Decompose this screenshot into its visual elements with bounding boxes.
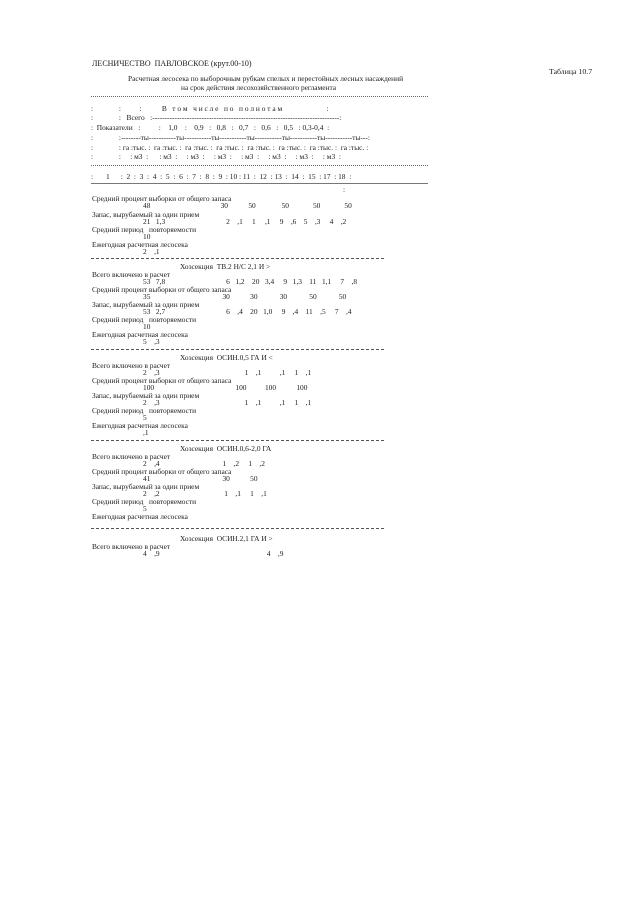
row-label-lesoseka: Ежегодная расчетная лесосека: [92, 330, 188, 339]
section-divider: [91, 258, 384, 259]
row-label-vsego: Всего включено в расчет: [92, 270, 171, 279]
table-top-rule: [91, 96, 428, 97]
section-title-2: Хозсекция ОСИН.0,5 ГА И <: [180, 353, 273, 362]
row-values-pct: 48 30 50 50 50 50: [143, 201, 352, 210]
row-value-period: 5: [143, 413, 147, 422]
row-label-period: Средний период повторяемости: [92, 406, 197, 415]
row-value-lesoseka: 2 ,1: [143, 247, 160, 256]
row-values-vsego: 2 ,3 1 ,1 ,1 1 ,1: [143, 368, 312, 377]
row-label-vsego: Всего включено в расчет: [92, 361, 171, 370]
row-label-zapas: Запас, вырубаемый за один прием: [92, 391, 200, 400]
row-values-zapas: 53 2,7 6 ,4 20 1,0 9 ,4 11 ,5 7 ,4: [143, 307, 352, 316]
row-label-pct: Средний процент выборки от общего запаса: [92, 376, 232, 385]
row-values-pct: 41 30 50: [143, 474, 258, 483]
column-numbers-rule: [91, 183, 428, 184]
row-label-pct: Средний процент выборки от общего запаса: [92, 285, 232, 294]
row-label-period: Средний период повторяемости: [92, 497, 197, 506]
section-title-3: Хозсекция ОСИН.0,6-2,0 ГА: [180, 444, 272, 453]
row-label-lesoseka: Ежегодная расчетная лесосека: [92, 421, 188, 430]
separator-colon: :: [343, 185, 346, 194]
table-head-line4: : :--------ты-----------ты-----------ты-----------ты-----------ты-----------ты-----------ты---:: [91, 133, 370, 142]
row-value-lesoseka: 5 ,3: [143, 337, 160, 346]
row-value-lesoseka: ,1: [143, 428, 149, 437]
row-label-period: Средний период повторяемости: [92, 315, 197, 324]
table-head-line3: : Показатели : : 1,0 : 0,9 : 0,8 : 0,7 : 0,6 : 0,5 : 0,3-0,4 :: [91, 123, 330, 132]
section-divider: [91, 440, 384, 441]
row-label-lesoseka: Ежегодная расчетная лесосека: [92, 512, 188, 521]
row-label-vsego: Всего включено в расчет: [92, 542, 171, 551]
row-value-period: 10: [143, 232, 151, 241]
row-values-vsego: 53 7,8 6 1,2 20 3,4 9 1,3 11 1,1 7 ,8: [143, 277, 358, 286]
section-title-4: Хозсекция ОСИН.2,1 ГА И >: [180, 534, 273, 543]
section-divider: [91, 528, 384, 529]
row-label-lesoseka: Ежегодная расчетная лесосека: [92, 240, 188, 249]
row-values-vsego: 2 ,4 1 ,2 1 ,2: [143, 459, 265, 468]
row-label-zapas: Запас, вырубаемый за один прием: [92, 482, 200, 491]
row-label-vsego: Всего включено в расчет: [92, 452, 171, 461]
row-label-period: Средний период повторяемости: [92, 225, 197, 234]
table-head-line2: : : Всего :----------------------------------------------------------------------------:: [91, 113, 342, 122]
row-values-pct: 35 30 30 30 50 50: [143, 292, 347, 301]
section-title-1: Хозсекция ТВ.2 Н/С 2,1 И >: [180, 262, 271, 271]
row-values-zapas: 2 ,3 1 ,1 ,1 1 ,1: [143, 398, 312, 407]
row-values-zapas: 2 ,2 1 ,1 1 ,1: [143, 489, 267, 498]
row-value-period: 5: [143, 504, 147, 513]
table-head-rule: [91, 165, 428, 166]
table-head-line6: : : : м3 : : м3 : : м3 : : м3 : : м3 : : м3 : : м3 : : м3 :: [91, 152, 341, 161]
row-label-pct: Средний процент выборки от общего запаса: [92, 194, 232, 203]
row-value-period: 10: [143, 322, 151, 331]
row-values-zapas: 21 1,3 2 ,1 1 ,1 9 ,6 5 ,3 4 ,2: [143, 217, 347, 226]
row-values-vsego: 4 ,9 4 ,9: [143, 549, 284, 558]
row-label-pct: Средний процент выборки от общего запаса: [92, 467, 232, 476]
doc-title-line1: Расчетная лесосека по выборочным рубкам спелых и перестойных лесных насаждений: [128, 74, 404, 83]
row-values-pct: 100 100 100 100: [143, 383, 308, 392]
table-head-line1: : : : В т о м ч и с л е п о п о л н о т а м :: [91, 104, 329, 113]
row-label-zapas: Запас, вырубаемый за один прием: [92, 210, 200, 219]
leshoz-title: ЛЕСНИЧЕСТВО ПАВЛОВСКОЕ (крут.00-10): [92, 59, 252, 68]
column-numbers: : 1 : 2 : 3 : 4 : 5 : 6 : 7 : 8 : 9 : 10 : 11 : 12 : 13 : 14 : 15 : 17 : 18 :: [91, 172, 352, 181]
row-label-zapas: Запас, вырубаемый за один прием: [92, 300, 200, 309]
section-divider: [91, 349, 384, 350]
table-head-line5: : : га :тыс. : га :тыс. : га :тыс. : га :тыс. : га :тыс. : га :тыс. : га :тыс. : га :тыс. :: [91, 143, 369, 152]
table-number: Таблица 10.7: [549, 67, 593, 76]
doc-title-line2: на срок действия лесохозяйственного регламента: [181, 83, 337, 92]
